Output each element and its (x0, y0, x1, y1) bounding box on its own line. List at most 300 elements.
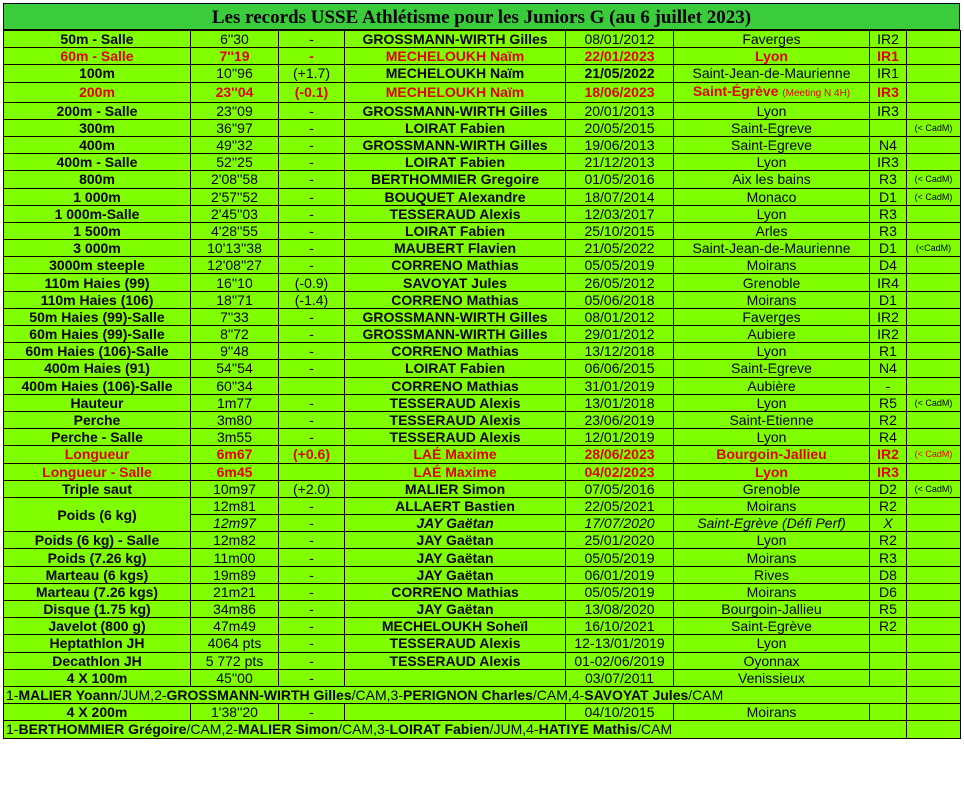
event-cell: Hauteur (4, 394, 191, 411)
place-text: Lyon (756, 394, 787, 411)
record-row (4, 583, 961, 600)
event-cell: Perche (4, 411, 191, 428)
note-cell: (< CadM) (907, 480, 961, 497)
date-cell: 16/10/2021 (566, 618, 674, 635)
note-cell (907, 566, 961, 583)
place-text: Lyon (756, 429, 787, 446)
place-text: Lyon (756, 532, 787, 549)
level-cell: R1 (870, 343, 907, 360)
place-cell (674, 291, 870, 308)
level-cell: R3 (870, 205, 907, 222)
date-cell: 20/05/2015 (566, 119, 674, 136)
wind-cell: - (279, 188, 345, 205)
wind-cell: - (279, 411, 345, 428)
place-cell (674, 240, 870, 257)
records-sheet (3, 3, 960, 739)
wind-cell: - (279, 566, 345, 583)
date-cell: 31/01/2019 (566, 377, 674, 394)
event-cell: 110m Haies (106) (4, 291, 191, 308)
note-cell (907, 652, 961, 669)
athlete-cell: MAUBERT Flavien (345, 240, 566, 257)
place-extra: (Meeting N 4H) (782, 87, 851, 99)
performance-cell: 7''33 (191, 308, 279, 325)
event-cell: 200m (4, 82, 191, 102)
date-cell: 26/05/2012 (566, 274, 674, 291)
record-row (4, 274, 961, 291)
record-row (4, 635, 961, 652)
performance-cell: 49''32 (191, 136, 279, 153)
event-cell: 4 X 100m (4, 669, 191, 686)
level-cell: R3 (870, 549, 907, 566)
note-cell (907, 102, 961, 119)
note-cell (907, 601, 961, 618)
date-cell: 28/06/2023 (566, 446, 674, 463)
performance-cell: 12'08''27 (191, 257, 279, 274)
wind-cell: (+2.0) (279, 480, 345, 497)
event-cell: Marteau (7.26 kgs) (4, 583, 191, 600)
date-cell: 20/01/2013 (566, 102, 674, 119)
event-cell: 60m Haies (99)-Salle (4, 326, 191, 343)
date-cell: 01/05/2016 (566, 171, 674, 188)
note-cell: (< CadM) (907, 119, 961, 136)
relay-member-category: /JUM, (489, 721, 527, 738)
date-cell: 04/02/2023 (566, 463, 674, 480)
note-cell (907, 411, 961, 428)
note-cell (907, 274, 961, 291)
record-row (4, 394, 961, 411)
level-cell: R5 (870, 601, 907, 618)
relay-member-name: SAVOYAT Jules (584, 687, 689, 704)
relay-member-number: 3- (390, 687, 403, 704)
place-cell (674, 601, 870, 618)
performance-cell: 7''19 (191, 48, 279, 65)
performance-cell: 3m80 (191, 411, 279, 428)
wind-cell: (-0.9) (279, 274, 345, 291)
relay-member-name: MALIER Simon (237, 721, 339, 738)
event-cell: Perche - Salle (4, 429, 191, 446)
date-cell: 08/01/2012 (566, 31, 674, 48)
level-cell (870, 652, 907, 669)
wind-cell: - (279, 154, 345, 171)
wind-cell: (+1.7) (279, 65, 345, 82)
athlete-cell: JAY Gaëtan (345, 515, 566, 532)
place-text: Moirans (746, 291, 797, 308)
place-cell (674, 618, 870, 635)
date-cell: 22/05/2021 (566, 497, 674, 514)
record-row (4, 171, 961, 188)
relay-member-name: PERIGNON Charles (402, 687, 533, 704)
place-cell (674, 394, 870, 411)
record-row (4, 446, 961, 463)
date-cell: 12-13/01/2019 (566, 635, 674, 652)
wind-cell: - (279, 652, 345, 669)
record-row (4, 31, 961, 48)
athlete-cell: JAY Gaëtan (345, 566, 566, 583)
athlete-cell: MECHELOUKH Naïm (345, 65, 566, 82)
performance-cell: 19m89 (191, 566, 279, 583)
place-text: Moirans (746, 583, 797, 600)
performance-cell: 47m49 (191, 618, 279, 635)
performance-cell: 23''04 (191, 82, 279, 102)
place-cell (674, 136, 870, 153)
athlete-cell: LAÉ Maxime (345, 446, 566, 463)
level-cell: IR2 (870, 446, 907, 463)
wind-cell: - (279, 240, 345, 257)
level-cell: D1 (870, 291, 907, 308)
event-cell: 60m Haies (106)-Salle (4, 343, 191, 360)
place-text: Lyon (756, 154, 787, 171)
place-cell (674, 343, 870, 360)
wind-cell: - (279, 497, 345, 514)
athlete-cell: JAY Gaëtan (345, 532, 566, 549)
note-cell (907, 136, 961, 153)
note-cell (907, 343, 961, 360)
performance-cell: 5 772 pts (191, 652, 279, 669)
event-cell: Longueur (4, 446, 191, 463)
performance-cell: 12m82 (191, 532, 279, 549)
event-cell: 400m Haies (91) (4, 360, 191, 377)
relay-member-number: 3- (377, 721, 390, 738)
level-cell: R2 (870, 532, 907, 549)
event-cell: 3 000m (4, 240, 191, 257)
level-cell: D8 (870, 566, 907, 583)
place-text: Saint-Etienne (729, 412, 814, 429)
performance-cell: 10'13''38 (191, 240, 279, 257)
event-cell: Heptathlon JH (4, 635, 191, 652)
relay-member-category: /CAM, (532, 687, 572, 704)
athlete-cell: CORRENO Mathias (345, 291, 566, 308)
athlete-cell: ALLAERT Bastien (345, 497, 566, 514)
place-text: Lyon (756, 102, 787, 119)
place-cell (674, 222, 870, 239)
performance-cell: 9''48 (191, 343, 279, 360)
note-cell (907, 31, 961, 48)
record-row (4, 308, 961, 325)
wind-cell: (+0.6) (279, 446, 345, 463)
record-row (4, 188, 961, 205)
performance-cell: 4'28''55 (191, 222, 279, 239)
performance-cell: 11m00 (191, 549, 279, 566)
record-row (4, 601, 961, 618)
athlete-cell: MECHELOUKH Naïm (345, 48, 566, 65)
record-row (4, 566, 961, 583)
athlete-cell: CORRENO Mathias (345, 377, 566, 394)
note-cell (907, 222, 961, 239)
relay-member-name: HATIYE Mathis (538, 721, 638, 738)
wind-cell: - (279, 669, 345, 686)
place-text: Aubiere (747, 326, 796, 343)
athlete-cell: LOIRAT Fabien (345, 119, 566, 136)
wind-cell: - (279, 635, 345, 652)
place-cell (674, 429, 870, 446)
athlete-cell: MECHELOUKH Naïm (345, 82, 566, 102)
level-cell: - (870, 377, 907, 394)
place-text: Oyonnax (743, 652, 800, 669)
record-row (4, 360, 961, 377)
wind-cell: - (279, 515, 345, 532)
relay-member-number: 4- (571, 687, 585, 704)
place-text: Rives (753, 566, 789, 583)
event-cell: 200m - Salle (4, 102, 191, 119)
relay-member-category: /CAM, (186, 721, 226, 738)
note-cell (907, 497, 961, 514)
relay-member-number: 2- (225, 721, 238, 738)
date-cell: 04/10/2015 (566, 704, 674, 721)
wind-cell: - (279, 205, 345, 222)
relay-member-category: /JUM, (117, 687, 155, 704)
wind-cell: - (279, 326, 345, 343)
level-cell: D1 (870, 188, 907, 205)
place-text: Monaco (746, 188, 797, 205)
level-cell: N4 (870, 136, 907, 153)
note-cell: (<CadM) (907, 240, 961, 257)
date-cell: 18/07/2014 (566, 188, 674, 205)
records-table (3, 30, 961, 739)
place-text: Bourgoin-Jallieu (716, 446, 827, 463)
date-cell: 21/12/2013 (566, 154, 674, 171)
place-cell (674, 31, 870, 48)
record-row (4, 377, 961, 394)
wind-cell (279, 377, 345, 394)
performance-cell: 16''10 (191, 274, 279, 291)
date-cell: 05/05/2019 (566, 257, 674, 274)
athlete-cell: SAVOYAT Jules (345, 274, 566, 291)
athlete-cell: JAY Gaëtan (345, 601, 566, 618)
wind-cell: - (279, 136, 345, 153)
performance-cell: 4064 pts (191, 635, 279, 652)
record-row (4, 497, 961, 514)
performance-cell: 8''72 (191, 326, 279, 343)
place-text: Moirans (746, 549, 797, 566)
note-cell (907, 205, 961, 222)
place-cell (674, 308, 870, 325)
date-cell: 05/05/2019 (566, 549, 674, 566)
event-cell: 1 000m (4, 188, 191, 205)
level-cell: IR4 (870, 274, 907, 291)
wind-cell: - (279, 360, 345, 377)
date-cell: 29/01/2012 (566, 326, 674, 343)
event-cell: Poids (6 kg) - Salle (4, 532, 191, 549)
wind-cell: (-1.4) (279, 291, 345, 308)
performance-cell: 12m97 (191, 515, 279, 532)
wind-cell: - (279, 308, 345, 325)
note-cell (907, 721, 961, 738)
place-text: Saint-Jean-de-Maurienne (692, 65, 851, 82)
level-cell: IR3 (870, 463, 907, 480)
place-cell (674, 171, 870, 188)
wind-cell (279, 463, 345, 480)
record-row (4, 463, 961, 480)
event-cell: Poids (7.26 kg) (4, 549, 191, 566)
level-cell: R2 (870, 618, 907, 635)
place-cell (674, 583, 870, 600)
note-cell (907, 326, 961, 343)
place-text: Saint-Jean-de-Maurienne (692, 240, 851, 257)
wind-cell: - (279, 171, 345, 188)
athlete-cell: GROSSMANN-WIRTH Gilles (345, 136, 566, 153)
place-cell (674, 274, 870, 291)
performance-cell: 18''71 (191, 291, 279, 308)
level-cell: IR1 (870, 48, 907, 65)
event-cell: 300m (4, 119, 191, 136)
athlete-cell: CORRENO Mathias (345, 583, 566, 600)
performance-cell: 45''00 (191, 669, 279, 686)
level-cell: D2 (870, 480, 907, 497)
place-text: Grenoble (742, 274, 801, 291)
note-cell (907, 704, 961, 721)
note-cell: (< CadM) (907, 188, 961, 205)
athlete-cell: CORRENO Mathias (345, 257, 566, 274)
place-cell (674, 82, 870, 102)
note-cell (907, 308, 961, 325)
record-row (4, 102, 961, 119)
performance-cell: 2'08''58 (191, 171, 279, 188)
page-title: Les records USSE Athlétisme pour les Juniors G (au 6 juillet 2023) (3, 3, 960, 30)
performance-cell: 12m81 (191, 497, 279, 514)
place-text: Moirans (746, 257, 797, 274)
level-cell (870, 635, 907, 652)
wind-cell: - (279, 704, 345, 721)
place-cell (674, 257, 870, 274)
wind-cell: - (279, 119, 345, 136)
place-text: Grenoble (742, 480, 801, 497)
place-text: Saint-Egreve (731, 119, 812, 136)
record-row (4, 411, 961, 428)
wind-cell: (-0.1) (279, 82, 345, 102)
relay-member-name: MALIER Yoann (18, 687, 118, 704)
date-cell: 21/05/2022 (566, 240, 674, 257)
date-cell: 05/05/2019 (566, 583, 674, 600)
wind-cell: - (279, 601, 345, 618)
record-row (4, 136, 961, 153)
record-row (4, 326, 961, 343)
event-cell: 3000m steeple (4, 257, 191, 274)
note-cell (907, 515, 961, 532)
relay-member-name: BERTHOMMIER Grégoire (18, 721, 187, 738)
wind-cell: - (279, 429, 345, 446)
performance-cell: 6m45 (191, 463, 279, 480)
event-cell: 1 000m-Salle (4, 205, 191, 222)
note-cell: (< CadM) (907, 446, 961, 463)
level-cell: IR3 (870, 154, 907, 171)
place-text: Saint-Egreve (731, 137, 812, 154)
note-cell (907, 635, 961, 652)
performance-cell: 1'38''20 (191, 704, 279, 721)
record-row (4, 119, 961, 136)
record-row (4, 343, 961, 360)
event-cell: Poids (6 kg) (4, 497, 191, 531)
note-cell (907, 377, 961, 394)
wind-cell: - (279, 48, 345, 65)
wind-cell: - (279, 532, 345, 549)
record-row (4, 82, 961, 102)
level-cell: R2 (870, 497, 907, 514)
date-cell: 23/06/2019 (566, 411, 674, 428)
note-cell (907, 583, 961, 600)
place-cell (674, 154, 870, 171)
event-cell: 400m - Salle (4, 154, 191, 171)
place-cell (674, 566, 870, 583)
note-cell (907, 48, 961, 65)
wind-cell: - (279, 394, 345, 411)
place-text: Bourgoin-Jallieu (721, 601, 822, 618)
relay-team-row (4, 686, 961, 703)
performance-cell: 34m86 (191, 601, 279, 618)
date-cell: 22/01/2023 (566, 48, 674, 65)
place-text: Aix les bains (732, 171, 811, 188)
level-cell: D6 (870, 583, 907, 600)
relay-member-name: GROSSMANN-WIRTH Gilles (166, 687, 352, 704)
date-cell: 21/05/2022 (566, 65, 674, 82)
place-text: Lyon (756, 343, 787, 360)
athlete-cell: GROSSMANN-WIRTH Gilles (345, 31, 566, 48)
place-cell (674, 411, 870, 428)
level-cell: IR2 (870, 308, 907, 325)
level-cell: D4 (870, 257, 907, 274)
record-row (4, 222, 961, 239)
note-cell (907, 463, 961, 480)
record-row (4, 257, 961, 274)
event-cell: Marteau (6 kgs) (4, 566, 191, 583)
place-cell: Moirans (674, 704, 870, 721)
relay-team-cell (4, 721, 907, 738)
relay-member-category: /CAM, (338, 721, 378, 738)
event-cell: 400m (4, 136, 191, 153)
place-text: Saint-Egrève (731, 618, 812, 635)
date-cell: 07/05/2016 (566, 480, 674, 497)
place-cell: Moirans (674, 497, 870, 514)
level-cell: IR2 (870, 31, 907, 48)
level-cell: R4 (870, 429, 907, 446)
level-cell (870, 704, 907, 721)
athlete-cell: LAÉ Maxime (345, 463, 566, 480)
athlete-cell: TESSERAUD Alexis (345, 411, 566, 428)
athlete-cell: CORRENO Mathias (345, 343, 566, 360)
performance-cell: 21m21 (191, 583, 279, 600)
place-text: Lyon (755, 463, 788, 480)
note-cell (907, 82, 961, 102)
athlete-cell: GROSSMANN-WIRTH Gilles (345, 326, 566, 343)
place-cell (674, 446, 870, 463)
date-cell: 12/03/2017 (566, 205, 674, 222)
event-cell: 100m (4, 65, 191, 82)
place-cell (674, 102, 870, 119)
place-cell (674, 532, 870, 549)
athlete-cell: TESSERAUD Alexis (345, 205, 566, 222)
event-cell: 50m Haies (99)-Salle (4, 308, 191, 325)
date-cell: 01-02/06/2019 (566, 652, 674, 669)
athlete-cell: MECHELOUKH Soheïl (345, 618, 566, 635)
event-cell: 50m - Salle (4, 31, 191, 48)
athlete-cell: LOIRAT Fabien (345, 222, 566, 239)
athlete-cell: BERTHOMMIER Gregoire (345, 171, 566, 188)
place-cell (674, 549, 870, 566)
note-cell (907, 686, 961, 703)
event-cell: Disque (1.75 kg) (4, 601, 191, 618)
place-cell: Venissieux (674, 669, 870, 686)
date-cell: 13/12/2018 (566, 343, 674, 360)
place-cell (674, 377, 870, 394)
record-row (4, 65, 961, 82)
place-cell (674, 65, 870, 82)
athlete-cell: TESSERAUD Alexis (345, 635, 566, 652)
event-cell: 400m Haies (106)-Salle (4, 377, 191, 394)
level-cell: IR1 (870, 65, 907, 82)
relay-member-category: /CAM (637, 721, 673, 738)
place-text: Aubière (747, 377, 796, 394)
date-cell: 03/07/2011 (566, 669, 674, 686)
level-cell: R3 (870, 222, 907, 239)
